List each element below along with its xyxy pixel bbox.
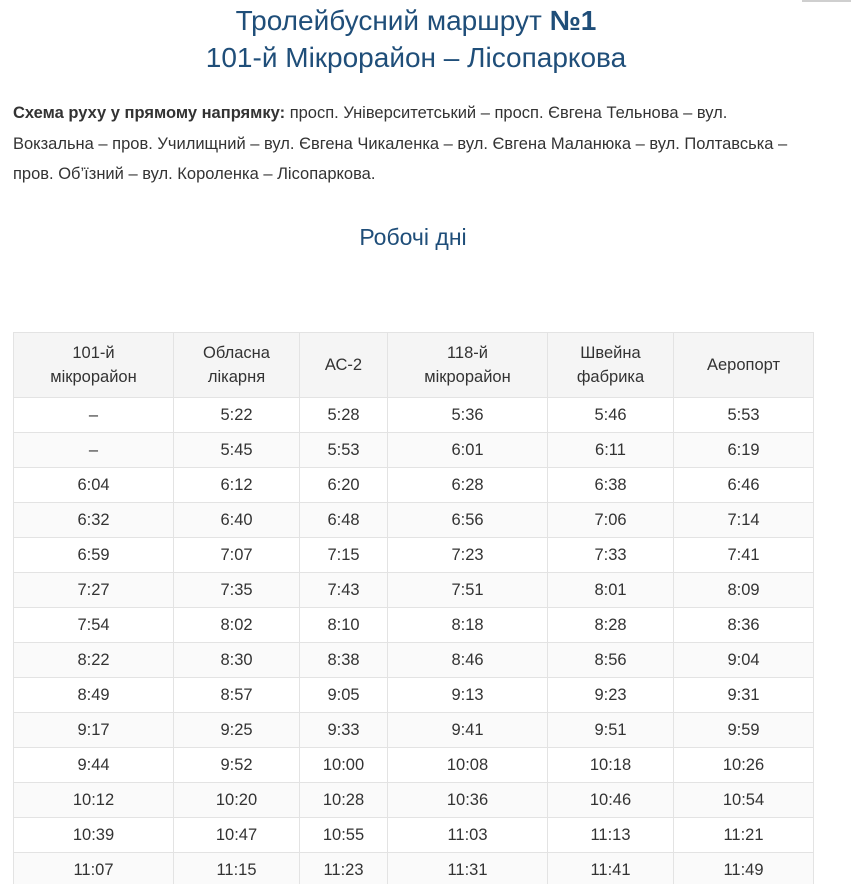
time-cell: 7:35 (174, 573, 300, 608)
time-cell: 9:51 (548, 713, 674, 748)
time-cell: 6:48 (300, 503, 388, 538)
column-header-line: мікрорайон (424, 368, 511, 386)
time-cell: 10:12 (14, 783, 174, 818)
column-header-line: Обласна (203, 344, 270, 362)
schedule-body (14, 398, 814, 884)
route-number: №1 (549, 5, 597, 36)
time-cell: 6:28 (388, 468, 548, 503)
column-header-line: Аеропорт (706, 356, 781, 374)
time-cell: 6:46 (674, 468, 814, 503)
time-cell: 8:30 (174, 643, 300, 678)
table-row (14, 748, 814, 783)
time-cell: 8:28 (548, 608, 674, 643)
time-cell: 8:49 (14, 678, 174, 713)
time-cell: – (14, 398, 174, 433)
time-cell: 10:18 (548, 748, 674, 783)
time-cell: 9:17 (14, 713, 174, 748)
column-header-line: лікарня (207, 368, 266, 386)
time-cell: 7:14 (674, 503, 814, 538)
time-cell: 7:51 (388, 573, 548, 608)
time-cell: 8:56 (548, 643, 674, 678)
time-cell: 11:15 (174, 853, 300, 884)
time-cell: 11:21 (674, 818, 814, 853)
column-header-line: 101-й (72, 344, 115, 362)
table-row (14, 818, 814, 853)
time-cell: 8:46 (388, 643, 548, 678)
table-row (14, 468, 814, 503)
time-cell: 8:22 (14, 643, 174, 678)
column-header-line: фабрика (576, 368, 645, 386)
route-name: 101-й Мікрорайон – Лісопаркова (205, 42, 627, 73)
column-header-line: АС-2 (324, 356, 363, 374)
time-cell: 9:23 (548, 678, 674, 713)
table-row (14, 713, 814, 748)
table-row (14, 678, 814, 713)
time-cell: 7:27 (14, 573, 174, 608)
time-cell: 6:56 (388, 503, 548, 538)
time-cell: 7:23 (388, 538, 548, 573)
time-cell: 7:54 (14, 608, 174, 643)
time-cell: 11:07 (14, 853, 174, 884)
time-cell: 10:26 (674, 748, 814, 783)
table-row (14, 608, 814, 643)
time-cell: 10:55 (300, 818, 388, 853)
time-cell: 9:52 (174, 748, 300, 783)
time-cell: 9:33 (300, 713, 388, 748)
time-cell: 7:06 (548, 503, 674, 538)
time-cell: 9:13 (388, 678, 548, 713)
time-cell: 6:11 (548, 433, 674, 468)
column-header (14, 333, 174, 398)
time-cell: 5:53 (300, 433, 388, 468)
column-header-line: 118-й (446, 344, 489, 362)
time-cell: 8:36 (674, 608, 814, 643)
time-cell: 6:01 (388, 433, 548, 468)
time-cell: 6:12 (174, 468, 300, 503)
column-header (548, 333, 674, 398)
time-cell: 5:46 (548, 398, 674, 433)
time-cell: 10:46 (548, 783, 674, 818)
time-cell: 9:59 (674, 713, 814, 748)
column-header-line: мікрорайон (50, 368, 137, 386)
time-cell: 8:01 (548, 573, 674, 608)
time-cell: 10:20 (174, 783, 300, 818)
schedule-header-row (14, 333, 814, 398)
table-row (14, 538, 814, 573)
table-row (14, 853, 814, 884)
time-cell: 5:53 (674, 398, 814, 433)
time-cell: 11:03 (388, 818, 548, 853)
time-cell: 8:09 (674, 573, 814, 608)
page-title (0, 2, 832, 76)
title-prefix: Тролейбусний маршрут (235, 5, 550, 36)
time-cell: – (14, 433, 174, 468)
time-cell: 7:15 (300, 538, 388, 573)
time-cell: 7:33 (548, 538, 674, 573)
time-cell: 6:04 (14, 468, 174, 503)
time-cell: 10:39 (14, 818, 174, 853)
time-cell: 8:10 (300, 608, 388, 643)
time-cell: 9:05 (300, 678, 388, 713)
route-description (13, 98, 803, 190)
time-cell: 10:08 (388, 748, 548, 783)
time-cell: 8:57 (174, 678, 300, 713)
time-cell: 6:59 (14, 538, 174, 573)
time-cell: 7:43 (300, 573, 388, 608)
time-cell: 6:19 (674, 433, 814, 468)
time-cell: 9:41 (388, 713, 548, 748)
time-cell: 5:22 (174, 398, 300, 433)
time-cell: 11:23 (300, 853, 388, 884)
column-header (300, 333, 388, 398)
time-cell: 10:36 (388, 783, 548, 818)
time-cell: 10:00 (300, 748, 388, 783)
time-cell: 8:18 (388, 608, 548, 643)
table-row (14, 573, 814, 608)
table-row (14, 433, 814, 468)
time-cell: 6:38 (548, 468, 674, 503)
table-row (14, 503, 814, 538)
time-cell: 8:38 (300, 643, 388, 678)
column-header (388, 333, 548, 398)
column-header-line: Швейна (580, 344, 641, 362)
time-cell: 7:07 (174, 538, 300, 573)
time-cell: 11:31 (388, 853, 548, 884)
column-header (674, 333, 814, 398)
time-cell: 11:13 (548, 818, 674, 853)
time-cell: 5:45 (174, 433, 300, 468)
route-description-lead: Схема руху у прямому напрямку: (13, 104, 286, 122)
time-cell: 7:41 (674, 538, 814, 573)
time-cell: 9:31 (674, 678, 814, 713)
table-row (14, 398, 814, 433)
time-cell: 9:44 (14, 748, 174, 783)
time-cell: 6:20 (300, 468, 388, 503)
table-row (14, 783, 814, 818)
schedule-table (13, 332, 814, 884)
route-description-text: просп. Університетський – просп. Євгена Тельнова – вул. Вокзальна – пров. Училищний – вул. Євгена Чикаленка – вул. Євгена Маланюка – вул. Полтавська – пров. Об’їзний – вул. Короленка – Лісопаркова. (13, 104, 788, 183)
schedule-subtitle: Робочі дні (359, 224, 467, 250)
time-cell: 5:28 (300, 398, 388, 433)
table-row (14, 643, 814, 678)
time-cell: 10:28 (300, 783, 388, 818)
time-cell: 9:25 (174, 713, 300, 748)
column-header (174, 333, 300, 398)
time-cell: 10:54 (674, 783, 814, 818)
time-cell: 10:47 (174, 818, 300, 853)
time-cell: 6:32 (14, 503, 174, 538)
time-cell: 11:49 (674, 853, 814, 884)
time-cell: 6:40 (174, 503, 300, 538)
time-cell: 11:41 (548, 853, 674, 884)
time-cell: 5:36 (388, 398, 548, 433)
time-cell: 9:04 (674, 643, 814, 678)
time-cell: 8:02 (174, 608, 300, 643)
